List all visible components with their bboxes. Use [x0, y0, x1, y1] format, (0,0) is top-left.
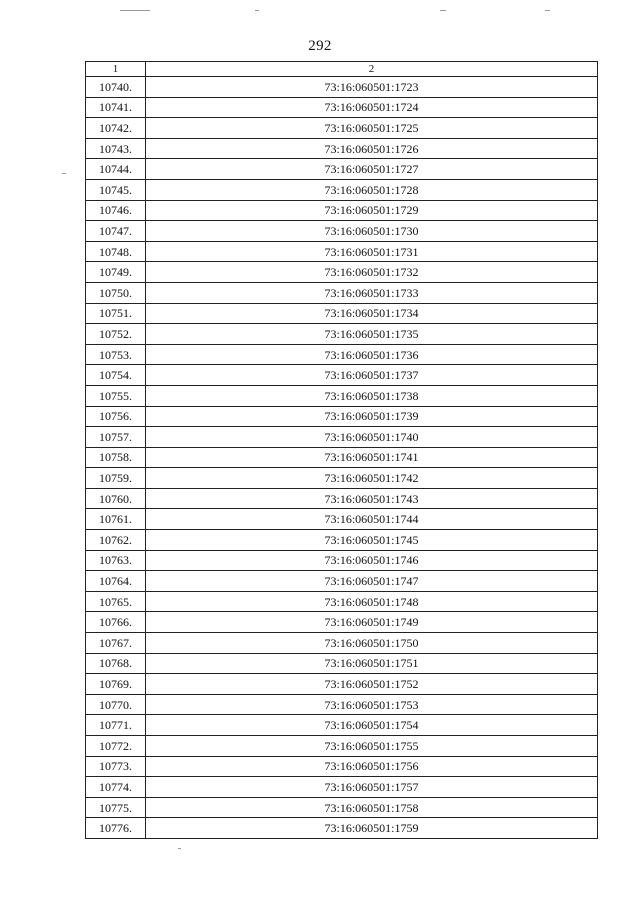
row-number: 10743. [86, 138, 146, 159]
row-number: 10774. [86, 777, 146, 798]
row-number: 10760. [86, 488, 146, 509]
table-row [86, 282, 598, 303]
cadastral-number: 73:16:060501:1742 [146, 468, 598, 489]
table-row [86, 200, 598, 221]
scan-speck [545, 10, 550, 11]
cadastral-number: 73:16:060501:1743 [146, 488, 598, 509]
row-number: 10769. [86, 674, 146, 695]
table-row [86, 550, 598, 571]
cadastral-number: 73:16:060501:1727 [146, 159, 598, 180]
table-row [86, 694, 598, 715]
table-row [86, 447, 598, 468]
table-row [86, 406, 598, 427]
table-row [86, 736, 598, 757]
row-number: 10757. [86, 427, 146, 448]
cadastral-number: 73:16:060501:1729 [146, 200, 598, 221]
table-row [86, 530, 598, 551]
table-row [86, 612, 598, 633]
cadastral-number: 73:16:060501:1754 [146, 715, 598, 736]
table-row [86, 303, 598, 324]
column-header-number: 1 [86, 62, 146, 77]
table-row [86, 427, 598, 448]
row-number: 10742. [86, 118, 146, 139]
table-row [86, 77, 598, 98]
cadastral-number: 73:16:060501:1733 [146, 282, 598, 303]
cadastral-number: 73:16:060501:1732 [146, 262, 598, 283]
row-number: 10767. [86, 633, 146, 654]
cadastral-number: 73:16:060501:1724 [146, 97, 598, 118]
cadastral-number: 73:16:060501:1747 [146, 571, 598, 592]
table-row [86, 777, 598, 798]
cadastral-number: 73:16:060501:1753 [146, 694, 598, 715]
row-number: 10741. [86, 97, 146, 118]
cadastral-number: 73:16:060501:1740 [146, 427, 598, 448]
table-row [86, 674, 598, 695]
row-number: 10745. [86, 179, 146, 200]
cadastral-number: 73:16:060501:1730 [146, 221, 598, 242]
cadastral-number: 73:16:060501:1756 [146, 756, 598, 777]
row-number: 10756. [86, 406, 146, 427]
row-number: 10752. [86, 324, 146, 345]
scan-speck [440, 10, 446, 11]
row-number: 10750. [86, 282, 146, 303]
table-row [86, 221, 598, 242]
row-number: 10740. [86, 77, 146, 98]
cadastral-number: 73:16:060501:1731 [146, 241, 598, 262]
row-number: 10744. [86, 159, 146, 180]
scan-speck [120, 10, 150, 11]
table-row [86, 118, 598, 139]
cadastral-number: 73:16:060501:1734 [146, 303, 598, 324]
row-number: 10753. [86, 344, 146, 365]
cadastral-number: 73:16:060501:1726 [146, 138, 598, 159]
table-row [86, 159, 598, 180]
table-row [86, 344, 598, 365]
cadastral-number: 73:16:060501:1757 [146, 777, 598, 798]
table-row [86, 653, 598, 674]
cadastral-number: 73:16:060501:1749 [146, 612, 598, 633]
cadastral-number: 73:16:060501:1744 [146, 509, 598, 530]
cadastral-number: 73:16:060501:1739 [146, 406, 598, 427]
table-row [86, 571, 598, 592]
scan-speck [255, 10, 259, 11]
cadastral-number: 73:16:060501:1748 [146, 591, 598, 612]
cadastral-number: 73:16:060501:1728 [146, 179, 598, 200]
row-number: 10770. [86, 694, 146, 715]
table-row [86, 797, 598, 818]
table-row [86, 138, 598, 159]
row-number: 10775. [86, 797, 146, 818]
row-number: 10747. [86, 221, 146, 242]
scan-speck [62, 173, 66, 174]
table-row [86, 365, 598, 386]
table-row [86, 97, 598, 118]
row-number: 10773. [86, 756, 146, 777]
cadastral-number: 73:16:060501:1746 [146, 550, 598, 571]
row-number: 10766. [86, 612, 146, 633]
table-header-row [86, 62, 598, 77]
row-number: 10749. [86, 262, 146, 283]
cadastral-number: 73:16:060501:1751 [146, 653, 598, 674]
row-number: 10762. [86, 530, 146, 551]
row-number: 10759. [86, 468, 146, 489]
cadastral-number: 73:16:060501:1752 [146, 674, 598, 695]
cadastral-number: 73:16:060501:1723 [146, 77, 598, 98]
column-header-cadastral: 2 [146, 62, 598, 77]
table-row [86, 818, 598, 839]
row-number: 10776. [86, 818, 146, 839]
table-row [86, 633, 598, 654]
table-row [86, 385, 598, 406]
row-number: 10768. [86, 653, 146, 674]
row-number: 10746. [86, 200, 146, 221]
table-row [86, 262, 598, 283]
row-number: 10765. [86, 591, 146, 612]
cadastral-number: 73:16:060501:1735 [146, 324, 598, 345]
cadastral-number: 73:16:060501:1736 [146, 344, 598, 365]
row-number: 10764. [86, 571, 146, 592]
cadastral-number: 73:16:060501:1750 [146, 633, 598, 654]
scan-speck [178, 848, 181, 849]
page-number: 292 [308, 38, 332, 54]
table-row [86, 488, 598, 509]
table-row [86, 179, 598, 200]
row-number: 10771. [86, 715, 146, 736]
cadastral-number: 73:16:060501:1745 [146, 530, 598, 551]
table-row [86, 241, 598, 262]
row-number: 10761. [86, 509, 146, 530]
table-row [86, 324, 598, 345]
registry-table [85, 61, 598, 839]
row-number: 10755. [86, 385, 146, 406]
cadastral-number: 73:16:060501:1738 [146, 385, 598, 406]
row-number: 10763. [86, 550, 146, 571]
row-number: 10754. [86, 365, 146, 386]
row-number: 10748. [86, 241, 146, 262]
cadastral-number: 73:16:060501:1737 [146, 365, 598, 386]
cadastral-number: 73:16:060501:1725 [146, 118, 598, 139]
row-number: 10751. [86, 303, 146, 324]
table-row [86, 468, 598, 489]
table-row [86, 509, 598, 530]
cadastral-number: 73:16:060501:1758 [146, 797, 598, 818]
table-row [86, 715, 598, 736]
row-number: 10758. [86, 447, 146, 468]
row-number: 10772. [86, 736, 146, 757]
cadastral-number: 73:16:060501:1755 [146, 736, 598, 757]
table-row [86, 591, 598, 612]
cadastral-number: 73:16:060501:1759 [146, 818, 598, 839]
table-row [86, 756, 598, 777]
cadastral-number: 73:16:060501:1741 [146, 447, 598, 468]
